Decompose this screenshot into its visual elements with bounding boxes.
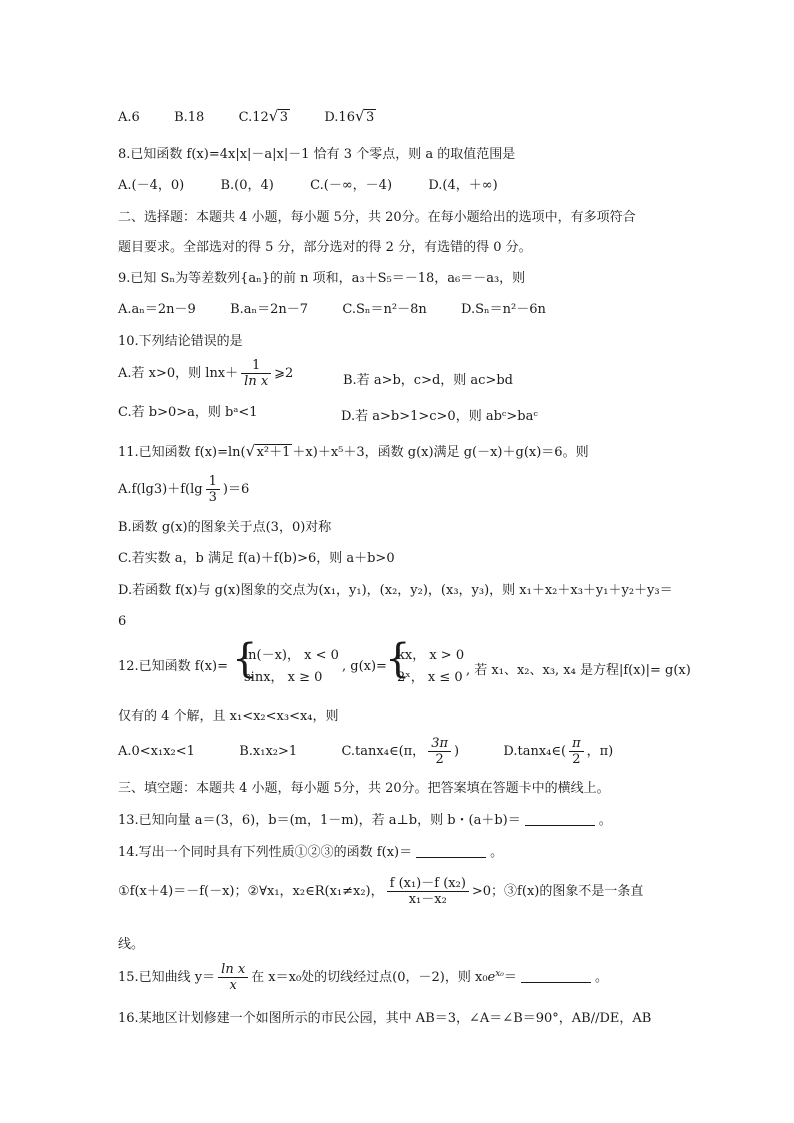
q12-g-case1: kx， x > 0 [397,648,465,663]
q7-options [118,107,376,126]
q10-option-a: A.若 x>0，则 lnx＋ $\frac{1}{\text{ln x}}$ ⩾2 [118,358,294,389]
q7-option-a: A.6 [118,110,140,125]
q12-f-piecewise [232,636,352,691]
q12-g-brace: { [385,636,411,682]
q12-stem-line2: 仅有的 4 个解，且 x₁<x₂<x₃<x₄，则 [118,709,339,724]
q11-option-c: C.若实数 a，b 满足 f(a)＋f(b)>6，则 a＋b>0 [118,551,395,566]
q12-option-d: D.tanx₄∈( $\frac{\pi}{2}$ ，π) [503,736,614,767]
q7-option-c: C.12 √ 3 [238,107,289,125]
q8-option-a: A.(－4，0) [118,178,185,193]
q9-option-d: D.Sₙ＝n²－6n [461,302,546,317]
q14-fraction: $\frac{\text{f (x₁)－f (x₂)}}{\text{x₁－x₂}}$ [387,876,469,907]
q12-g-label: , g(x)= [342,659,387,674]
q7-option-b: B.18 [174,110,205,125]
q7-option-d: D.16 √ 3 [324,107,375,125]
q9-option-b: B.aₙ＝2n－7 [230,302,309,317]
q10-stem: 10.下列结论错误的是 [118,334,243,349]
q11-option-a: A.f(lg3)＋f(lg $\frac{1}{3}$ )＝6 [118,474,250,505]
section2-instructions-line1: 二、选择题：本题共 4 小题，每小题 5分，共 20分。在每小题给出的选项中，有多项符合 [118,210,636,225]
q12-stem: 12.已知函数 f(x)= [118,659,228,674]
q12-f-case1: ln(－x)， x < 0 [244,648,339,663]
q10-option-d: D.若 a>b>1>c>0，则 abᶜ>baᶜ [341,409,538,424]
q9-option-a: A.aₙ＝2n－9 [118,302,196,317]
q14-stem: 14.写出一个同时具有下列性质①②③的函数 f(x)＝ 。 [118,845,504,860]
q14-line3: 线。 [118,937,145,952]
q12-g-case2: 2ˣ， x ≤ 0 [397,670,463,685]
q12-option-b: B.x₁x₂>1 [239,744,298,759]
q12-f-brace: { [232,636,258,682]
q11-fraction: $\frac{1}{3}$ [206,474,220,505]
q8-option-c: C.(－∞，－4) [310,178,393,193]
q12-f-case2: sinx， x ≥ 0 [244,670,323,685]
q11-option-d-line2: 6 [118,614,127,629]
q8-options [118,178,498,194]
q12-stem-tail: , 若 x₁、x₂、x₃, x₄ 是方程|f(x)|= g(x) [466,663,691,678]
q10-option-c: C.若 b>0>a，则 bᵃ<1 [118,405,258,420]
q12-options [118,736,613,767]
q13-stem: 13.已知向量 a＝(3，6)，b＝(m，1－m)，若 a⊥b，则 b・(a＋b)＝ 。 [118,813,612,828]
q8-option-d: D.(4，＋∞) [428,178,498,193]
q13-answer-blank[interactable] [525,825,595,826]
q12-option-c: C.tanx₄∈(π， $\frac{3\pi}{2}$ ) [341,736,460,767]
q12-option-a: A.0<x₁x₂<1 [118,744,195,759]
q10-option-b: B.若 a>b，c>d，则 ac>bd [343,373,513,388]
q14-answer-blank[interactable] [416,857,486,858]
section3-instructions: 三、填空题：本题共 4 小题，每小题 5分，共 20分。把答案填在答题卡中的横线上。 [118,781,610,796]
q14-properties: ①f(x＋4)＝－f(－x)；②∀x₁，x₂∈R(x₁≠x₂)， $\frac{\text{f (x₁)－f (x₂)}}{\text{x₁－x₂}}$ >0；③f(x)的图象不是一条直 [118,876,644,907]
q15-fraction: $\frac{\text{ln x}}{x}$ [218,962,248,993]
q12-g-piecewise [385,636,475,691]
q16-stem: 16.某地区计划修建一个如图所示的市民公园，其中 AB＝3，∠A＝∠B＝90°，AB//DE，AB [118,1011,652,1026]
q15-stem: 15.已知曲线 y＝ $\frac{\text{ln x}}{x}$ 在 x＝x₀处的切线经过点(0，－2)，则 $x_0e^{x_0}=$ 。 [118,962,608,993]
q15-answer-blank[interactable] [521,982,591,983]
q10-fraction: $\frac{1}{\text{ln x}}$ [241,358,271,389]
q9-stem: 9.已知 Sₙ为等差数列{aₙ}的前 n 项和，a₃＋S₅＝－18，a₆＝－a₃，则 [118,271,526,286]
q11-option-d-line1: D.若函数 f(x)与 g(x)图象的交点为(x₁，y₁)，(x₂，y₂)，(x₃，y₃)，则 x₁＋x₂＋x₃＋y₁＋y₂＋y₃＝ [118,583,673,598]
section2-instructions-line2: 题目要求。全部选对的得 5 分，部分选对的得 2 分，有选错的得 0 分。 [118,240,532,255]
q9-option-c: C.Sₙ＝n²－8n [342,302,427,317]
q9-options [118,302,546,318]
q11-option-b: B.函数 g(x)的图象关于点(3，0)对称 [118,520,332,535]
q8-option-b: B.(0，4) [220,178,274,193]
q8-stem: 8.已知函数 f(x)=4x|x|－a|x|－1 恰有 3 个零点，则 a 的取值范围是 [118,147,516,162]
q11-stem: 11.已知函数 f(x)=ln( √ x²＋1 ＋x)＋x⁵＋3，函数 g(x)满足 g(－x)＋g(x)＝6。则 [118,442,589,460]
